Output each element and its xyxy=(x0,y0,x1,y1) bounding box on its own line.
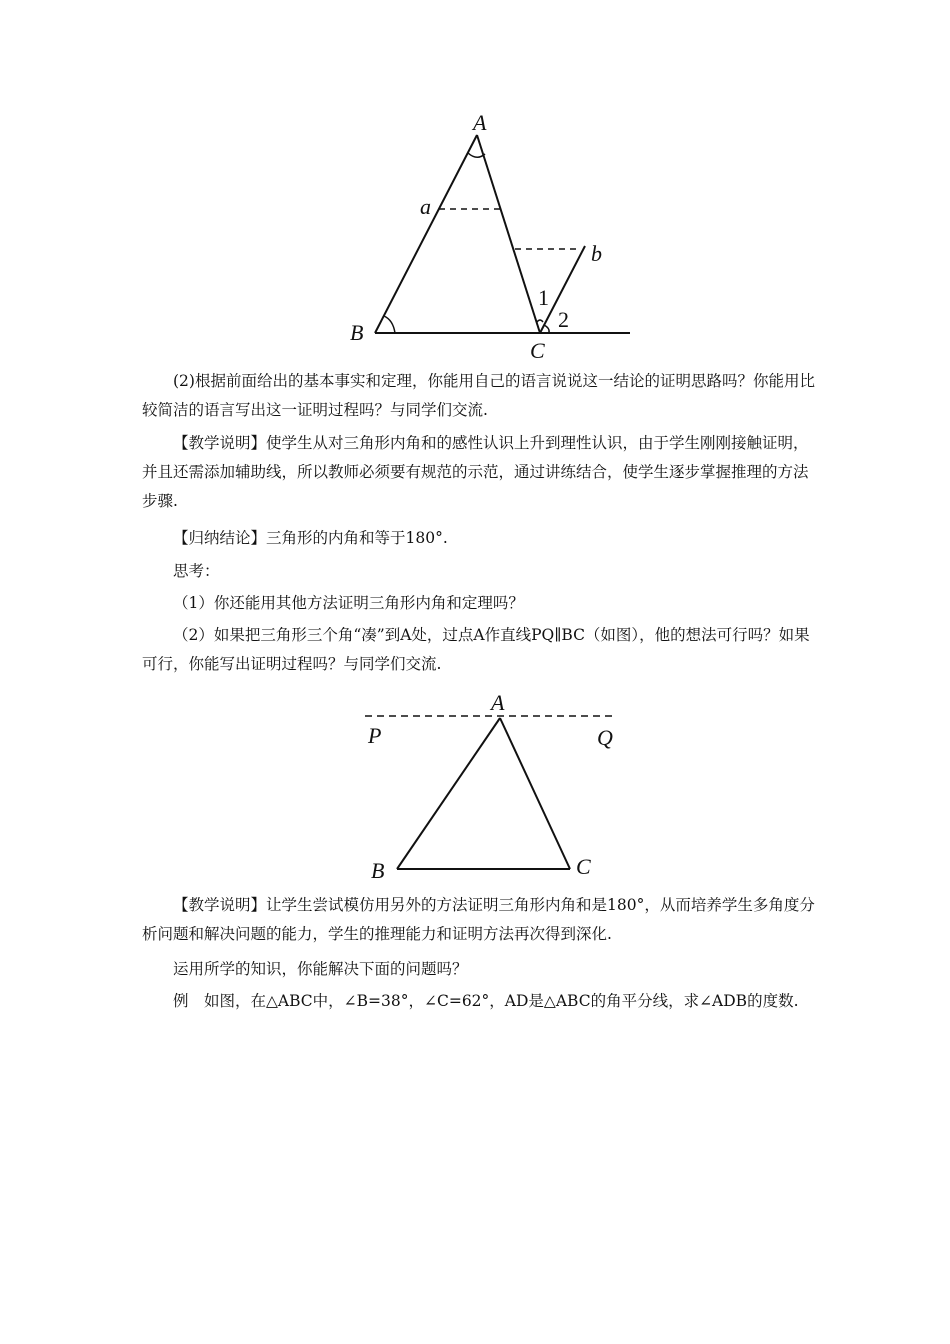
paragraph-think-1: （1）你还能用其他方法证明三角形内角和定理吗？ xyxy=(173,594,524,612)
paragraph-think-heading: 思考： xyxy=(173,562,220,580)
paragraph-apply-prompt: 运用所学的知识，你能解决下面的问题吗？ xyxy=(173,960,468,978)
paragraph-teaching-note-2: 【教学说明】让学生尝试模仿用另外的方法证明三角形内角和是180°，从而培养学生多角度分析问题和解决问题的能力，学生的推理能力和证明方法再次得到深化. xyxy=(142,896,815,943)
side-ab xyxy=(375,135,477,333)
side-ab xyxy=(397,718,500,869)
side-ac xyxy=(477,135,540,333)
paragraph-think-2: （2）如果把三角形三个角“凑”到A处，过点A作直线PQ∥BC（如图），他的想法可行吗？如果可行，你能写出证明过程吗？与同学们交流. xyxy=(142,626,810,673)
angle-arc-b xyxy=(384,316,395,333)
angle-arc-1 xyxy=(537,320,543,322)
label-angle-1: 1 xyxy=(538,285,549,310)
label-a: A xyxy=(491,690,505,715)
label-b-vertex: B xyxy=(350,320,364,345)
angle-arc-2 xyxy=(544,325,549,333)
paragraph-teaching-note-1: 【教学说明】使学生从对三角形内角和的感性认识上升到理性认识，由于学生刚刚接触证明，并且还需添加辅助线，所以教师必须要有规范的示范，通过讲练结合，使学生逐步掌握推理的方法步骤. xyxy=(142,434,809,510)
paragraph-example: 例 如图，在△ABC中，∠B=38°，∠C=62°，AD是△ABC的角平分线，求∠ADB的度数. xyxy=(173,992,799,1010)
label-b-line: b xyxy=(591,241,602,266)
label-a-line: a xyxy=(420,194,431,219)
paragraph-proof-question: (2)根据前面给出的基本事实和定理，你能用自己的语言说说这一结论的证明思路吗？你能用比较简洁的语言写出这一证明过程吗？与同学们交流. xyxy=(142,372,815,419)
label-q: Q xyxy=(597,725,613,750)
side-ac xyxy=(500,718,570,869)
label-angle-2: 2 xyxy=(558,307,569,332)
label-c-vertex: C xyxy=(530,338,545,363)
label-b: B xyxy=(371,858,385,883)
figure-triangle-parallel-pq xyxy=(355,688,635,883)
label-a-vertex: A xyxy=(473,110,487,135)
paragraph-conclusion: 【归纳结论】三角形的内角和等于180°. xyxy=(173,529,448,547)
label-c: C xyxy=(576,854,591,879)
figure-triangle-auxiliary-lines xyxy=(340,108,640,368)
label-p: P xyxy=(368,723,382,748)
